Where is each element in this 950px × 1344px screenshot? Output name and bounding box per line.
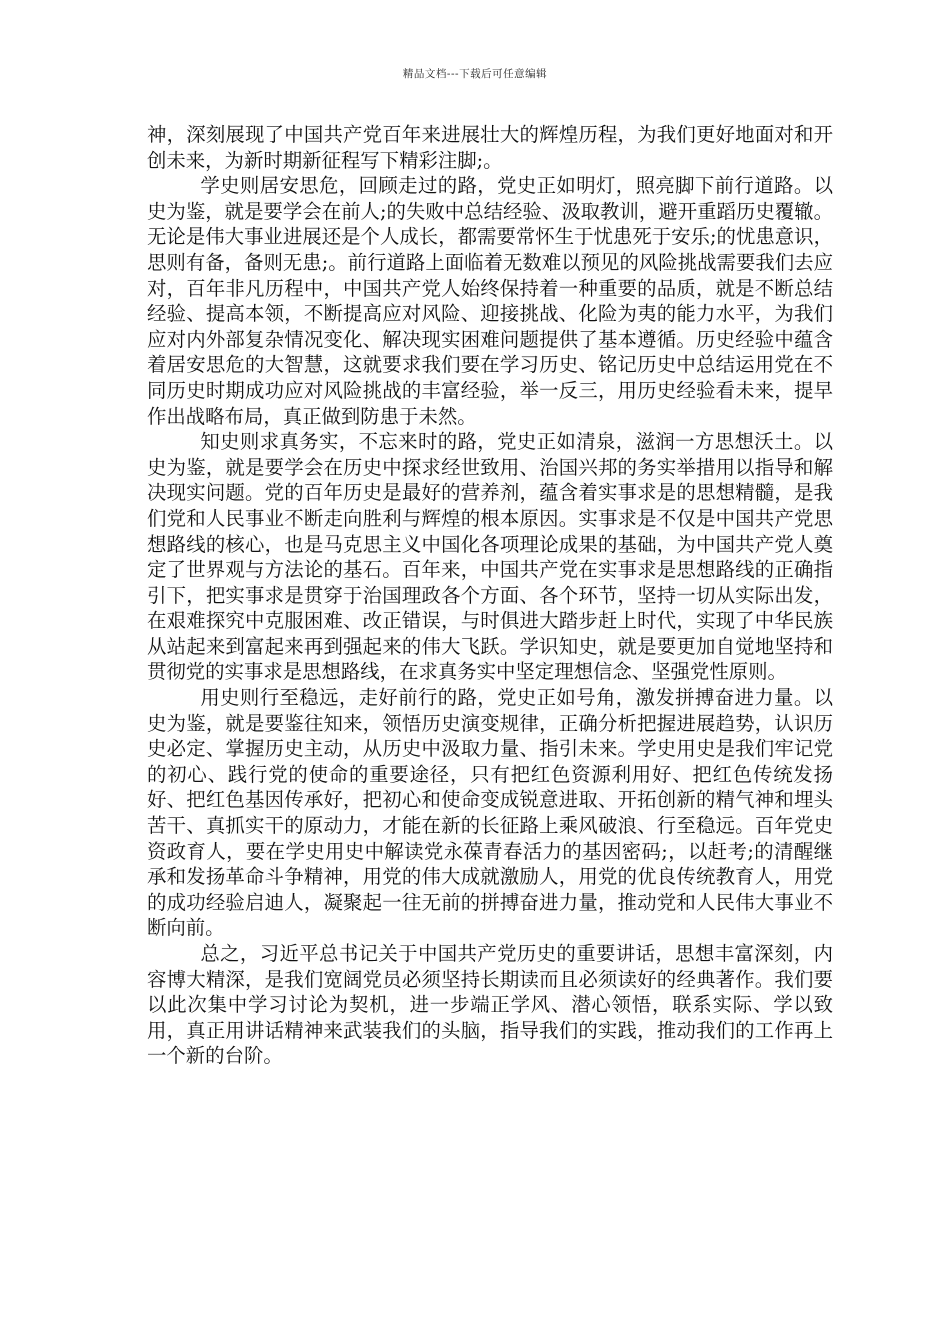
document-body xyxy=(147,122,833,1069)
paragraph-continuation: 神，深刻展现了中国共产党百年来进展壮大的辉煌历程，为我们更好地面对和开创未来，为新时期新征程写下精彩注脚;。 xyxy=(147,123,833,172)
paragraph-know-history-pragmatism: 知史则求真务实，不忘来时的路，党史正如清泉，滋润一方思想沃土。以史为鉴，就是要学会在历史中探求经世致用、治国兴邦的务实举措用以指导和解决现实问题。党的百年历史是最好的营养剂，蕴含着实事求是的思想精髓，是我们党和人民事业不断走向胜利与辉煌的根本原因。实事求是不仅是中国共产党思想路线的核心，也是马克思主义中国化各项理论成果的基础，为中国共产党人奠定了世界观与方法论的基石。百年来，中国共产党在实事求是思想路线的正确指引下，把实事求是贯穿于治国理政各个方面、各个环节，坚持一切从实际出发，在艰难探究中克服困难、改正错误，与时俱进大踏步赶上时代，实现了中华民族从站起来到富起来再到强起来的伟大飞跃。学识知史，就是要更加自觉地坚持和贯彻党的实事求是思想路线，在求真务实中坚定理想信念、坚强党性原则。 xyxy=(147,430,833,684)
paragraph-use-history-progress: 用史则行至稳远，走好前行的路，党史正如号角，激发拼搏奋进力量。以史为鉴，就是要鉴往知来，领悟历史演变规律，正确分析把握进展趋势，认识历史必定、掌握历史主动，从历史中汲取力量、指引未来。学史用史是我们牢记党的初心、践行党的使命的重要途径，只有把红色资源利用好、把红色传统发扬好、把红色基因传承好，把初心和使命变成锐意进取、开拓创新的精气神和埋头苦干、真抓实干的原动力，才能在新的长征路上乘风破浪、行至稳远。百年党史资政育人，要在学史用史中解读党永葆青春活力的基因密码;，以赶考;的清醒继承和发扬革命斗争精神，用党的伟大成就激励人，用党的优良传统教育人，用党的成功经验启迪人，凝聚起一往无前的拼搏奋进力量，推动党和人民伟大事业不断向前。 xyxy=(147,686,833,940)
paragraph-conclusion: 总之，习近平总书记关于中国共产党历史的重要讲话，思想丰富深刻，内容博大精深，是我们宽阔党员必须坚持长期读而且必须读好的经典著作。我们要以此次集中学习讨论为契机，进一步端正学风、潜心领悟，联系实际、学以致用，真正用讲话精神来武装我们的头脑，指导我们的实践，推动我们的工作再上一个新的台阶。 xyxy=(147,942,833,1068)
page-header: 精品文档---下载后可任意编辑 xyxy=(402,68,548,80)
paragraph-learn-history-vigilance: 学史则居安思危，回顾走过的路，党史正如明灯，照亮脚下前行道路。以史为鉴，就是要学会在前人;的失败中总结经验、汲取教训，避开重蹈历史覆辙。无论是伟大事业进展还是个人成长，都需要常怀生于忧患死于安乐;的忧患意识，思则有备，备则无患;。前行道路上面临着无数难以预见的风险挑战需要我们去应对，百年非凡历程中，中国共产党人始终保持着一种重要的品质，就是不断总结经验、提高本领，不断提高应对风险、迎接挑战、化险为夷的能力水平，为我们应对内外部复杂情况变化、解决现实困难问题提供了基本遵循。历史经验中蕴含着居安思危的大智慧，这就要求我们要在学习历史、铭记历史中总结运用党在不同历史时期成功应对风险挑战的丰富经验，举一反三，用历史经验看未来，提早作出战略布局，真正做到防患于未然。 xyxy=(147,174,833,428)
